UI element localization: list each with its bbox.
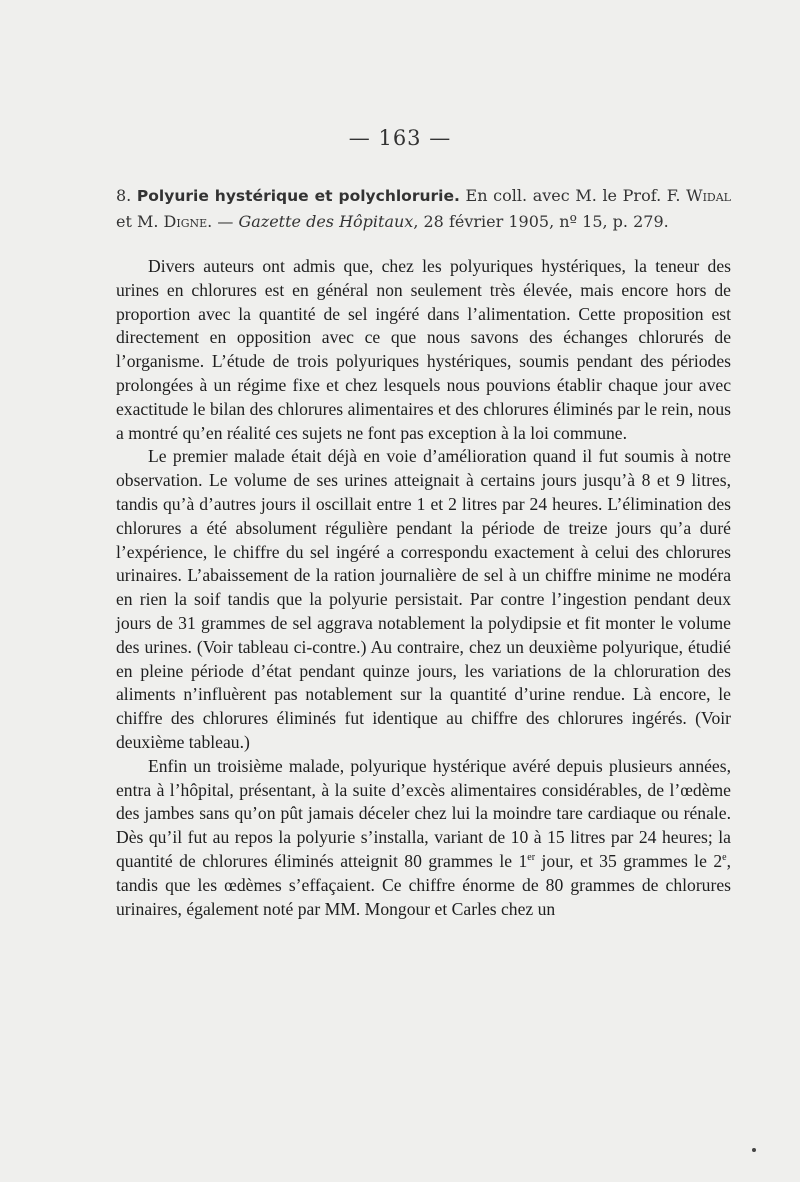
body-text — [116, 255, 731, 921]
author-widal: Widal — [686, 186, 731, 205]
sup-er: er — [527, 852, 536, 864]
paragraph-3-start: Enfin un troisième malade, polyurique hystérique avéré depuis plusieurs années, entra à l’hôpital, présentant, à la suite d’excès alimentaires considérables, de l’œdème des jambes sans qu’on pût jamais déceler chez lui la moindre tare cardiaque ou rénale. Dès qu’il fut au repos la polyurie s’installa, variant de 10 à 15 litres par 24 heures; la quantité de chlorures éliminés atteignit 80 grammes le 1 — [116, 755, 731, 871]
bibliography-entry — [116, 183, 731, 234]
entry-title: Polyurie hystérique et polychlorurie. — [136, 187, 460, 205]
paragraph-3 — [116, 755, 731, 922]
page-number: — 163 — — [348, 126, 452, 150]
entry-collab: En coll. avec M. le Prof. F. — [465, 186, 681, 205]
entry-dash: . — — [207, 212, 234, 231]
paragraph-1: Divers auteurs ont admis que, chez les polyuriques hystériques, la teneur des urines en chlorures est en général non seulement très élevée, mais encore hors de proportion avec la quantité de sel ingéré dans l’alimentation. Cette proposition est directement en opposition avec ce que nous savons des échanges chlorurés de l’organisme. L’étude de trois polyuriques hystériques, soumis pendant des périodes prolongées à un régime fixe et chez lesquels nous pouvions établir chaque jour avec exactitude le bilan des chlorures alimentaires et des chlorures éliminés par le rein, nous a montré qu’en réalité ces sujets ne font pas exception à la loi commune. — [116, 256, 731, 443]
paragraph-2: Le premier malade était déjà en voie d’amélioration quand il fut soumis à notre observation. Le volume de ses urines atteignait à certains jours jusqu’à 8 et 9 litres, tandis qu’à d’autres jours il oscillait entre 1 et 2 litres par 24 heures. L’élimination des chlorures a été absolument régulière pendant la période de treize jours qu’a duré l’expérience, le chiffre du sel ingéré a correspondu exactement à celui des chlorures urinaires. L’abaissement de la ration journalière de sel à un chiffre minime ne modéra en rien la soif tandis que la polyurie persistait. Par contre l’ingestion pendant deux jours de 31 grammes de sel aggrava notablement la polydipsie et fit monter le volume des urines. (Voir tableau ci-contre.) Au contraire, chez un deuxième polyurique, étudié en pleine période d’état pendant quinze jours, les variations de la chloruration des aliments n’influèrent pas notablement sur la quantité d’urine rendue. Là encore, le chiffre des chlorures éliminés fut identique au chiffre des chlorures ingérés. (Voir deuxième tableau.) — [116, 446, 731, 752]
ink-speck — [752, 1148, 756, 1152]
journal-name: Gazette des Hôpitaux — [238, 212, 414, 231]
entry-number: 8. — [116, 186, 132, 205]
paragraph-3-mid: jour, et 35 grammes le 2 — [535, 850, 723, 871]
sup-e: e — [722, 852, 727, 864]
paragraph-3-end: , tandis que les œdèmes s’effaçaient. Ce chiffre énorme de 80 grammes de chlorures urinaires, également noté par MM. Mongour et Carles chez un — [116, 850, 731, 919]
entry-details: , 28 février 1905, nº 15, p. 279. — [413, 212, 669, 231]
entry-conj: et M. — [116, 212, 159, 231]
author-digne: Digne — [163, 212, 208, 231]
